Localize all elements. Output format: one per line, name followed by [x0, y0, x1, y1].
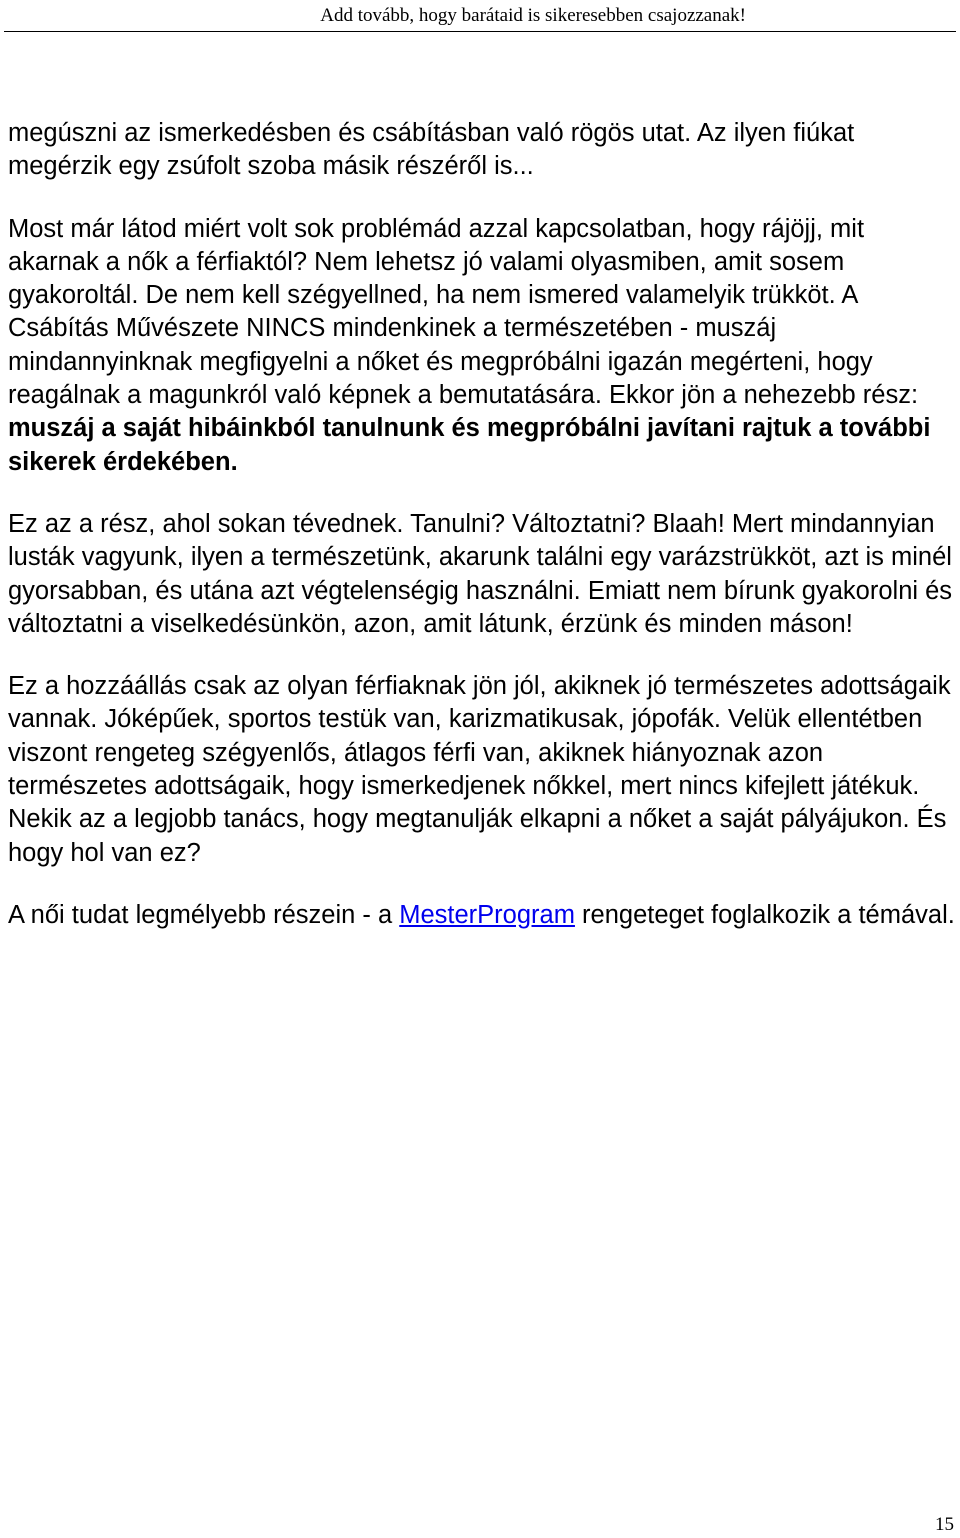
paragraph-2-bold-text: muszáj a saját hibáinkból tanulnunk és megpróbálni javítani rajtuk a további sikerek érdekében. — [8, 414, 931, 476]
paragraph-3: Ez az a rész, ahol sokan tévednek. Tanulni? Változtatni? Blaah! Mert mindannyian lusták vagyunk, ilyen a természetünk, akarunk találni egy varázstrükköt, azt is minél gyorsabban, és utána azt végtelenségig használni. Emiatt nem bírunk gyakorolni és változtatni a viselkedésünkön, azon, amit látunk, érzünk és minden máson! — [8, 509, 953, 638]
running-header: Add tovább, hogy barátaid is sikeresebben csajozzanak! — [320, 5, 746, 26]
paragraph-2 — [8, 213, 956, 479]
paragraph-2-text: Most már látod miért volt sok problémád azzal kapcsolatban, hogy rájöjj, mit akarnak a nők a férfiaktól? Nem lehetsz jó valami olyasmiben, amit sosem gyakoroltál. De nem kell szégyellned, ha nem ismered valamelyik trükköt. A Csábítás Művészete NINCS mindenkinek a természetében - muszáj mindannyinknak megfigyelni a nőket és megpróbálni igazán megérteni, hogy reagálnak a magunkról való képnek a bemutatására. Ekkor jön a nehezebb rész: — [8, 214, 919, 410]
paragraph-1: megúszni az ismerkedésben és csábításban való rögös utat. Az ilyen fiúkat megérzik egy zsúfolt szoba másik részéről is... — [8, 119, 855, 181]
page-number: 15 — [935, 1514, 954, 1535]
paragraph-4: Ez a hozzáállás csak az olyan férfiaknak jön jól, akiknek jó természetes adottságaik vannak. Jóképűek, sportos testük van, karizmatikusak, jópofák. Velük ellentétben viszont rengeteg szégyenlős, átlagos férfi van, akiknek hiányoznak azon természetes adottságaik, hogy ismerkedjenek nőkkel, mert nincs kifejlett játékuk. Nekik az a legjobb tanács, hogy megtanulják elkapni a nőket a saját pályájukon. És hogy hol van ez? — [8, 672, 951, 867]
paragraph-5 — [8, 899, 956, 932]
mesterprogram-link[interactable]: MesterProgram — [399, 900, 575, 929]
paragraph-5-text-before: A női tudat legmélyebb részein - a — [8, 900, 400, 929]
header-divider — [4, 31, 956, 32]
paragraph-5-text-after: rengeteget foglalkozik a témával. — [574, 900, 955, 929]
article-body — [8, 117, 956, 932]
